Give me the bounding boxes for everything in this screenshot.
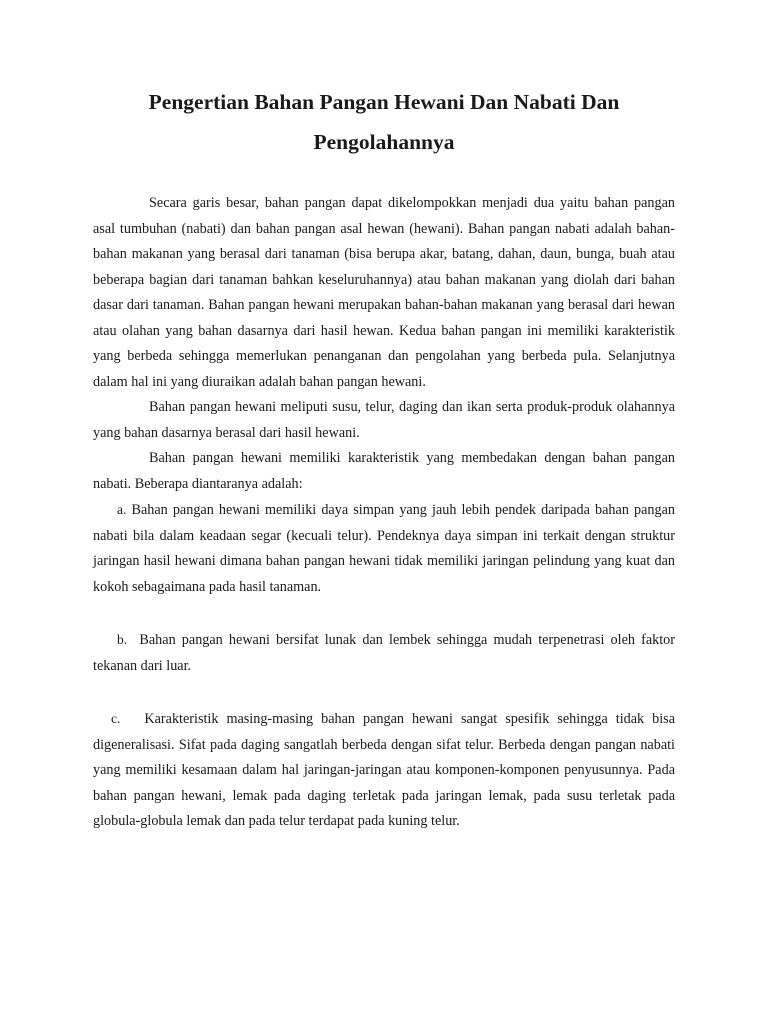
list-text-a: Bahan pangan hewani memiliki daya simpan yang jauh lebih pendek daripada bahan pangan nabati bila dalam keadaan segar (kecuali telur). Pendeknya daya simpan ini terkait dengan struktur jaringan hasil hewani dimana bahan pangan hewani tidak memiliki jaringan pelindung yang kuat dan kokoh sebagaimana pada hasil tanaman.	[93, 502, 675, 595]
paragraph-intro: Secara garis besar, bahan pangan dapat dikelompokkan menjadi dua yaitu bahan pangan asal tumbuhan (nabati) dan bahan pangan asal hewan (hewani). Bahan pangan nabati adalah bahan-bahan makanan yang berasal dari tanaman (bisa berupa akar, batang, dahan, daun, bunga, buah atau beberapa bagian dari tanaman bahkan keseluruhannya) atau bahan makanan yang diolah dari bahan dasar dari tanaman. Bahan pangan hewani merupakan bahan-bahan makanan yang berasal dari hewan atau olahan yang bahan dasarnya dari hasil hewan. Kedua bahan pangan ini memiliki karakteristik yang berbeda sehingga memerlukan penanganan dan pengolahan yang berbeda pula. Selanjutnya dalam hal ini yang diuraikan adalah bahan pangan hewani.	[93, 195, 675, 390]
list-marker-b: b.	[117, 632, 128, 647]
list-text-b: Bahan pangan hewani bersifat lunak dan lembek sehingga mudah terpenetrasi oleh faktor tekanan dari luar.	[93, 632, 676, 674]
list-item-a	[93, 497, 675, 600]
list-item-c	[93, 706, 675, 835]
list-marker-c: c.	[111, 711, 121, 726]
paragraph-scope: Bahan pangan hewani meliputi susu, telur, daging dan ikan serta produk-produk olahannya yang bahan dasarnya berasal dari hasil hewani.	[93, 399, 675, 441]
document-title	[60, 82, 708, 162]
title-line-2: Pengolahannya	[313, 130, 455, 154]
paragraph-characteristics: Bahan pangan hewani memiliki karakteristik yang membedakan dengan bahan pangan nabati. Beberapa diantaranya adalah:	[93, 450, 675, 492]
document-body	[93, 191, 675, 835]
list-marker-a: a.	[117, 502, 127, 517]
title-line-1: Pengertian Bahan Pangan Hewani Dan Nabati Dan	[148, 90, 620, 114]
list-item-b	[93, 627, 675, 679]
list-text-c: Karakteristik masing-masing bahan pangan hewani sangat spesifik sehingga tidak bisa digeneralisasi. Sifat pada daging sangatlah berbeda dengan sifat telur. Berbeda dengan pangan nabati yang memiliki kesamaan dalam hal jaringan-jaringan atau komponen-komponen penyusunnya. Pada bahan pangan hewani, lemak pada daging terletak pada jaringan lemak, pada susu terletak pada globula-globula lemak dan pada telur terdapat pada kuning telur.	[93, 711, 676, 829]
